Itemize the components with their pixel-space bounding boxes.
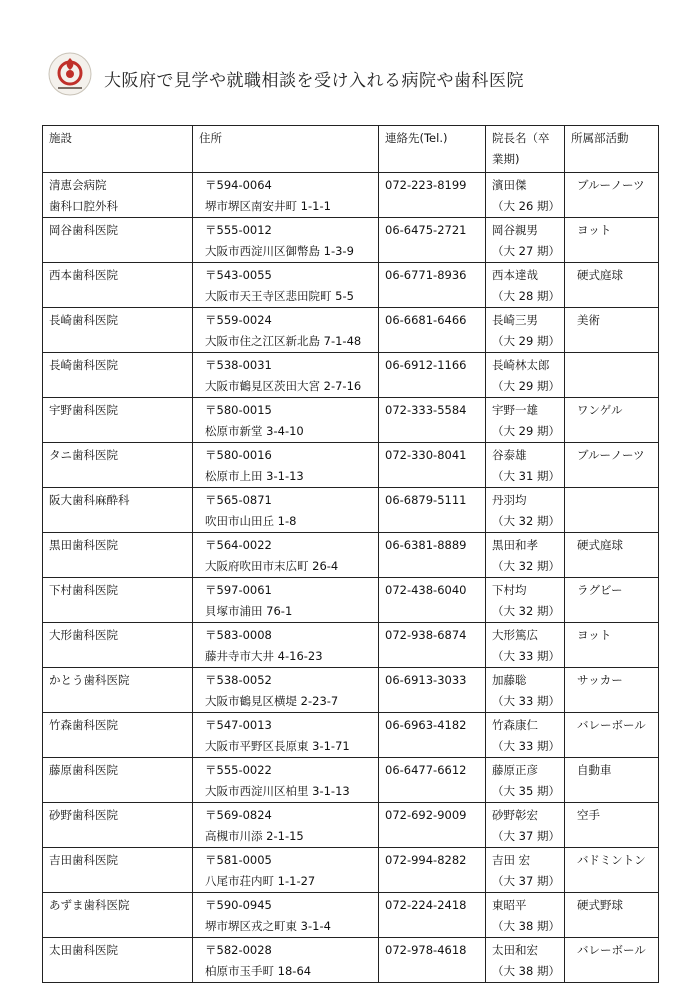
- phone-number: 072-438-6040: [385, 583, 467, 597]
- director-cell: [486, 353, 565, 398]
- facility-name: 下村歯科医院: [49, 583, 118, 597]
- club-name: 美術: [577, 313, 600, 327]
- table-row: [43, 713, 659, 758]
- facility-name: 大形歯科医院: [49, 628, 118, 642]
- phone-cell: [379, 578, 486, 623]
- table-row: [43, 533, 659, 578]
- facility-name: 竹森歯科医院: [49, 718, 118, 732]
- facility-cell: [43, 443, 193, 488]
- phone-number: 06-6771-8936: [385, 268, 467, 282]
- phone-number: 072-938-6874: [385, 628, 467, 642]
- facility-cell: [43, 308, 193, 353]
- facility-name: 長崎歯科医院: [49, 358, 118, 372]
- postal-code: 〒564-0022: [205, 538, 272, 552]
- graduation-cohort: （大 37 期）: [492, 829, 560, 843]
- phone-number: 072-333-5584: [385, 403, 467, 417]
- postal-code: 〒581-0005: [205, 853, 272, 867]
- postal-code: 〒582-0028: [205, 943, 272, 957]
- phone-number: 06-6477-6612: [385, 763, 467, 777]
- street-address: 大阪市平野区長原東 3-1-71: [205, 739, 350, 753]
- facility-name: 阪大歯科麻酔科: [49, 493, 130, 507]
- club-cell: [565, 353, 659, 398]
- phone-number: 072-330-8041: [385, 448, 467, 462]
- club-name: 空手: [577, 808, 600, 822]
- phone-number: 072-994-8282: [385, 853, 467, 867]
- table-row: [43, 758, 659, 803]
- address-cell: [193, 533, 379, 578]
- director-name: 長崎三男: [492, 313, 538, 327]
- director-name: 丹羽均: [492, 493, 527, 507]
- address-cell: [193, 488, 379, 533]
- facility-cell: [43, 848, 193, 893]
- address-cell: [193, 668, 379, 713]
- club-cell: [565, 893, 659, 938]
- table-row: [43, 803, 659, 848]
- table-row: [43, 578, 659, 623]
- club-cell: [565, 578, 659, 623]
- phone-cell: [379, 713, 486, 758]
- club-cell: [565, 803, 659, 848]
- director-cell: [486, 848, 565, 893]
- director-cell: [486, 803, 565, 848]
- postal-code: 〒555-0012: [205, 223, 272, 237]
- director-cell: [486, 533, 565, 578]
- facility-name: 長崎歯科医院: [49, 313, 118, 327]
- phone-cell: [379, 218, 486, 263]
- graduation-cohort: （大 31 期）: [492, 469, 560, 483]
- postal-code: 〒590-0945: [205, 898, 272, 912]
- street-address: 大阪市鶴見区茨田大宮 2-7-16: [205, 379, 362, 393]
- facility-cell: [43, 533, 193, 578]
- phone-cell: [379, 443, 486, 488]
- graduation-cohort: （大 37 期）: [492, 874, 560, 888]
- director-cell: [486, 263, 565, 308]
- graduation-cohort: （大 32 期）: [492, 514, 560, 528]
- club-name: ラグビー: [577, 583, 623, 597]
- street-address: 大阪市西淀川区御幣島 1-3-9: [205, 244, 354, 258]
- director-name: 谷泰雄: [492, 448, 527, 462]
- facility-cell: [43, 668, 193, 713]
- address-cell: [193, 443, 379, 488]
- club-cell: [565, 308, 659, 353]
- graduation-cohort: （大 38 期）: [492, 919, 560, 933]
- graduation-cohort: （大 29 期）: [492, 424, 560, 438]
- director-name: 長崎林太郎: [492, 358, 550, 372]
- director-cell: [486, 758, 565, 803]
- club-name: 自動車: [577, 763, 612, 777]
- column-header-address: 住所: [193, 126, 379, 173]
- table-header-row: [43, 126, 659, 173]
- facility-name: 歯科口腔外科: [49, 199, 118, 213]
- table-row: [43, 623, 659, 668]
- facility-cell: [43, 578, 193, 623]
- club-cell: [565, 533, 659, 578]
- street-address: 八尾市荘内町 1-1-27: [205, 874, 316, 888]
- address-cell: [193, 938, 379, 983]
- graduation-cohort: （大 29 期）: [492, 334, 560, 348]
- column-header-director: 院長名（卒業期): [486, 126, 565, 173]
- street-address: 高槻市川添 2-1-15: [205, 829, 304, 843]
- street-address: 堺市堺区戎之町東 3-1-4: [205, 919, 331, 933]
- address-cell: [193, 848, 379, 893]
- phone-cell: [379, 938, 486, 983]
- phone-number: 06-6475-2721: [385, 223, 467, 237]
- director-name: 濱田傑: [492, 178, 527, 192]
- postal-code: 〒580-0016: [205, 448, 272, 462]
- director-name: 大形篤広: [492, 628, 538, 642]
- table-row: [43, 488, 659, 533]
- director-cell: [486, 893, 565, 938]
- phone-cell: [379, 488, 486, 533]
- address-cell: [193, 173, 379, 218]
- phone-number: 072-978-4618: [385, 943, 467, 957]
- facility-cell: [43, 218, 193, 263]
- address-cell: [193, 218, 379, 263]
- hospital-table: [42, 125, 659, 983]
- director-name: 下村均: [492, 583, 527, 597]
- postal-code: 〒597-0061: [205, 583, 272, 597]
- facility-name: あずま歯科医院: [49, 898, 130, 912]
- club-name: バレーボール: [577, 718, 646, 732]
- table-row: [43, 893, 659, 938]
- graduation-cohort: （大 26 期）: [492, 199, 560, 213]
- club-cell: [565, 218, 659, 263]
- club-name: サッカー: [577, 673, 623, 687]
- address-cell: [193, 353, 379, 398]
- facility-name: 黒田歯科医院: [49, 538, 118, 552]
- facility-cell: [43, 758, 193, 803]
- director-cell: [486, 218, 565, 263]
- director-cell: [486, 938, 565, 983]
- street-address: 大阪市西淀川区柏里 3-1-13: [205, 784, 350, 798]
- facility-cell: [43, 173, 193, 218]
- phone-cell: [379, 173, 486, 218]
- director-cell: [486, 623, 565, 668]
- club-name: ヨット: [577, 628, 612, 642]
- club-cell: [565, 443, 659, 488]
- director-cell: [486, 398, 565, 443]
- club-name: バレーボール: [577, 943, 646, 957]
- director-name: 西本達哉: [492, 268, 538, 282]
- club-name: 硬式庭球: [577, 268, 623, 282]
- phone-number: 06-6879-5111: [385, 493, 467, 507]
- phone-number: 06-6681-6466: [385, 313, 467, 327]
- postal-code: 〒555-0022: [205, 763, 272, 777]
- facility-cell: [43, 938, 193, 983]
- postal-code: 〒569-0824: [205, 808, 272, 822]
- phone-number: 072-692-9009: [385, 808, 467, 822]
- director-name: 黒田和孝: [492, 538, 538, 552]
- postal-code: 〒538-0052: [205, 673, 272, 687]
- facility-name: 西本歯科医院: [49, 268, 118, 282]
- facility-cell: [43, 398, 193, 443]
- phone-number: 06-6381-8889: [385, 538, 467, 552]
- club-name: ブルーノーツ: [577, 178, 645, 192]
- club-cell: [565, 938, 659, 983]
- club-cell: [565, 713, 659, 758]
- table-row: [43, 173, 659, 218]
- director-name: 宇野一雄: [492, 403, 538, 417]
- address-cell: [193, 578, 379, 623]
- graduation-cohort: （大 35 期）: [492, 784, 560, 798]
- director-cell: [486, 713, 565, 758]
- facility-cell: [43, 803, 193, 848]
- table-row: [43, 308, 659, 353]
- postal-code: 〒565-0871: [205, 493, 272, 507]
- phone-cell: [379, 353, 486, 398]
- table-row: [43, 938, 659, 983]
- director-name: 加藤聡: [492, 673, 527, 687]
- address-cell: [193, 803, 379, 848]
- graduation-cohort: （大 32 期）: [492, 559, 560, 573]
- club-cell: [565, 263, 659, 308]
- address-cell: [193, 308, 379, 353]
- address-cell: [193, 398, 379, 443]
- club-name: ヨット: [577, 223, 612, 237]
- club-cell: [565, 668, 659, 713]
- table-row: [43, 353, 659, 398]
- graduation-cohort: （大 33 期）: [492, 649, 560, 663]
- street-address: 大阪市住之江区新北島 7-1-48: [205, 334, 362, 348]
- club-cell: [565, 173, 659, 218]
- phone-cell: [379, 893, 486, 938]
- address-cell: [193, 623, 379, 668]
- postal-code: 〒543-0055: [205, 268, 272, 282]
- phone-cell: [379, 758, 486, 803]
- director-cell: [486, 308, 565, 353]
- column-header-facility: 施設: [43, 126, 193, 173]
- club-cell: [565, 398, 659, 443]
- director-cell: [486, 578, 565, 623]
- club-cell: [565, 848, 659, 893]
- director-cell: [486, 668, 565, 713]
- facility-name: タニ歯科医院: [49, 448, 118, 462]
- phone-cell: [379, 668, 486, 713]
- club-name: ワンゲル: [577, 403, 623, 417]
- facility-cell: [43, 713, 193, 758]
- facility-name: 砂野歯科医院: [49, 808, 118, 822]
- address-cell: [193, 893, 379, 938]
- graduation-cohort: （大 33 期）: [492, 739, 560, 753]
- street-address: 貝塚市浦田 76-1: [205, 604, 293, 618]
- phone-cell: [379, 263, 486, 308]
- graduation-cohort: （大 38 期）: [492, 964, 560, 978]
- phone-cell: [379, 803, 486, 848]
- facility-name: 清恵会病院: [49, 178, 107, 192]
- street-address: 堺市堺区南安井町 1-1-1: [205, 199, 331, 213]
- facility-cell: [43, 488, 193, 533]
- postal-code: 〒538-0031: [205, 358, 272, 372]
- phone-cell: [379, 533, 486, 578]
- phone-cell: [379, 308, 486, 353]
- facility-name: かとう歯科医院: [49, 673, 130, 687]
- phone-cell: [379, 848, 486, 893]
- postal-code: 〒594-0064: [205, 178, 272, 192]
- street-address: 柏原市玉手町 18-64: [205, 964, 312, 978]
- street-address: 松原市上田 3-1-13: [205, 469, 304, 483]
- director-name: 太田和宏: [492, 943, 538, 957]
- graduation-cohort: （大 33 期）: [492, 694, 560, 708]
- table-row: [43, 263, 659, 308]
- association-emblem-icon: [48, 52, 92, 96]
- phone-number: 06-6963-4182: [385, 718, 467, 732]
- address-cell: [193, 263, 379, 308]
- phone-cell: [379, 623, 486, 668]
- director-name: 吉田 宏: [492, 853, 531, 867]
- postal-code: 〒547-0013: [205, 718, 272, 732]
- phone-number: 06-6912-1166: [385, 358, 467, 372]
- street-address: 大阪市天王寺区悲田院町 5-5: [205, 289, 354, 303]
- club-name: 硬式庭球: [577, 538, 623, 552]
- facility-cell: [43, 263, 193, 308]
- phone-number: 072-224-2418: [385, 898, 467, 912]
- director-cell: [486, 173, 565, 218]
- table-row: [43, 218, 659, 263]
- postal-code: 〒580-0015: [205, 403, 272, 417]
- facility-name: 太田歯科医院: [49, 943, 118, 957]
- club-cell: [565, 758, 659, 803]
- address-cell: [193, 758, 379, 803]
- page-header: [48, 52, 668, 102]
- facility-name: 岡谷歯科医院: [49, 223, 118, 237]
- street-address: 大阪府吹田市末広町 26-4: [205, 559, 339, 573]
- street-address: 吹田市山田丘 1-8: [205, 514, 297, 528]
- page-title: 大阪府で見学や就職相談を受け入れる病院や歯科医院: [104, 71, 524, 91]
- club-cell: [565, 623, 659, 668]
- director-cell: [486, 443, 565, 488]
- club-name: バドミントン: [577, 853, 646, 867]
- street-address: 大阪市鶴見区横堤 2-23-7: [205, 694, 339, 708]
- facility-cell: [43, 893, 193, 938]
- table-row: [43, 443, 659, 488]
- address-cell: [193, 713, 379, 758]
- director-cell: [486, 488, 565, 533]
- facility-name: 吉田歯科医院: [49, 853, 118, 867]
- phone-cell: [379, 398, 486, 443]
- facility-name: 宇野歯科医院: [49, 403, 118, 417]
- director-name: 東昭平: [492, 898, 527, 912]
- column-header-contact: 連絡先(Tel.): [379, 126, 486, 173]
- facility-cell: [43, 353, 193, 398]
- director-name: 藤原正彦: [492, 763, 538, 777]
- director-name: 砂野彰宏: [492, 808, 538, 822]
- graduation-cohort: （大 29 期）: [492, 379, 560, 393]
- street-address: 松原市新堂 3-4-10: [205, 424, 304, 438]
- phone-number: 072-223-8199: [385, 178, 467, 192]
- club-cell: [565, 488, 659, 533]
- facility-name: 藤原歯科医院: [49, 763, 118, 777]
- facility-cell: [43, 623, 193, 668]
- club-name: 硬式野球: [577, 898, 623, 912]
- column-header-club: 所属部活動: [565, 126, 659, 173]
- director-name: 岡谷親男: [492, 223, 538, 237]
- street-address: 藤井寺市大井 4-16-23: [205, 649, 323, 663]
- table-row: [43, 848, 659, 893]
- graduation-cohort: （大 28 期）: [492, 289, 560, 303]
- graduation-cohort: （大 32 期）: [492, 604, 560, 618]
- postal-code: 〒559-0024: [205, 313, 272, 327]
- director-name: 竹森康仁: [492, 718, 538, 732]
- table-row: [43, 668, 659, 713]
- club-name: ブルーノーツ: [577, 448, 645, 462]
- table-row: [43, 398, 659, 443]
- postal-code: 〒583-0008: [205, 628, 272, 642]
- graduation-cohort: （大 27 期）: [492, 244, 560, 258]
- phone-number: 06-6913-3033: [385, 673, 467, 687]
